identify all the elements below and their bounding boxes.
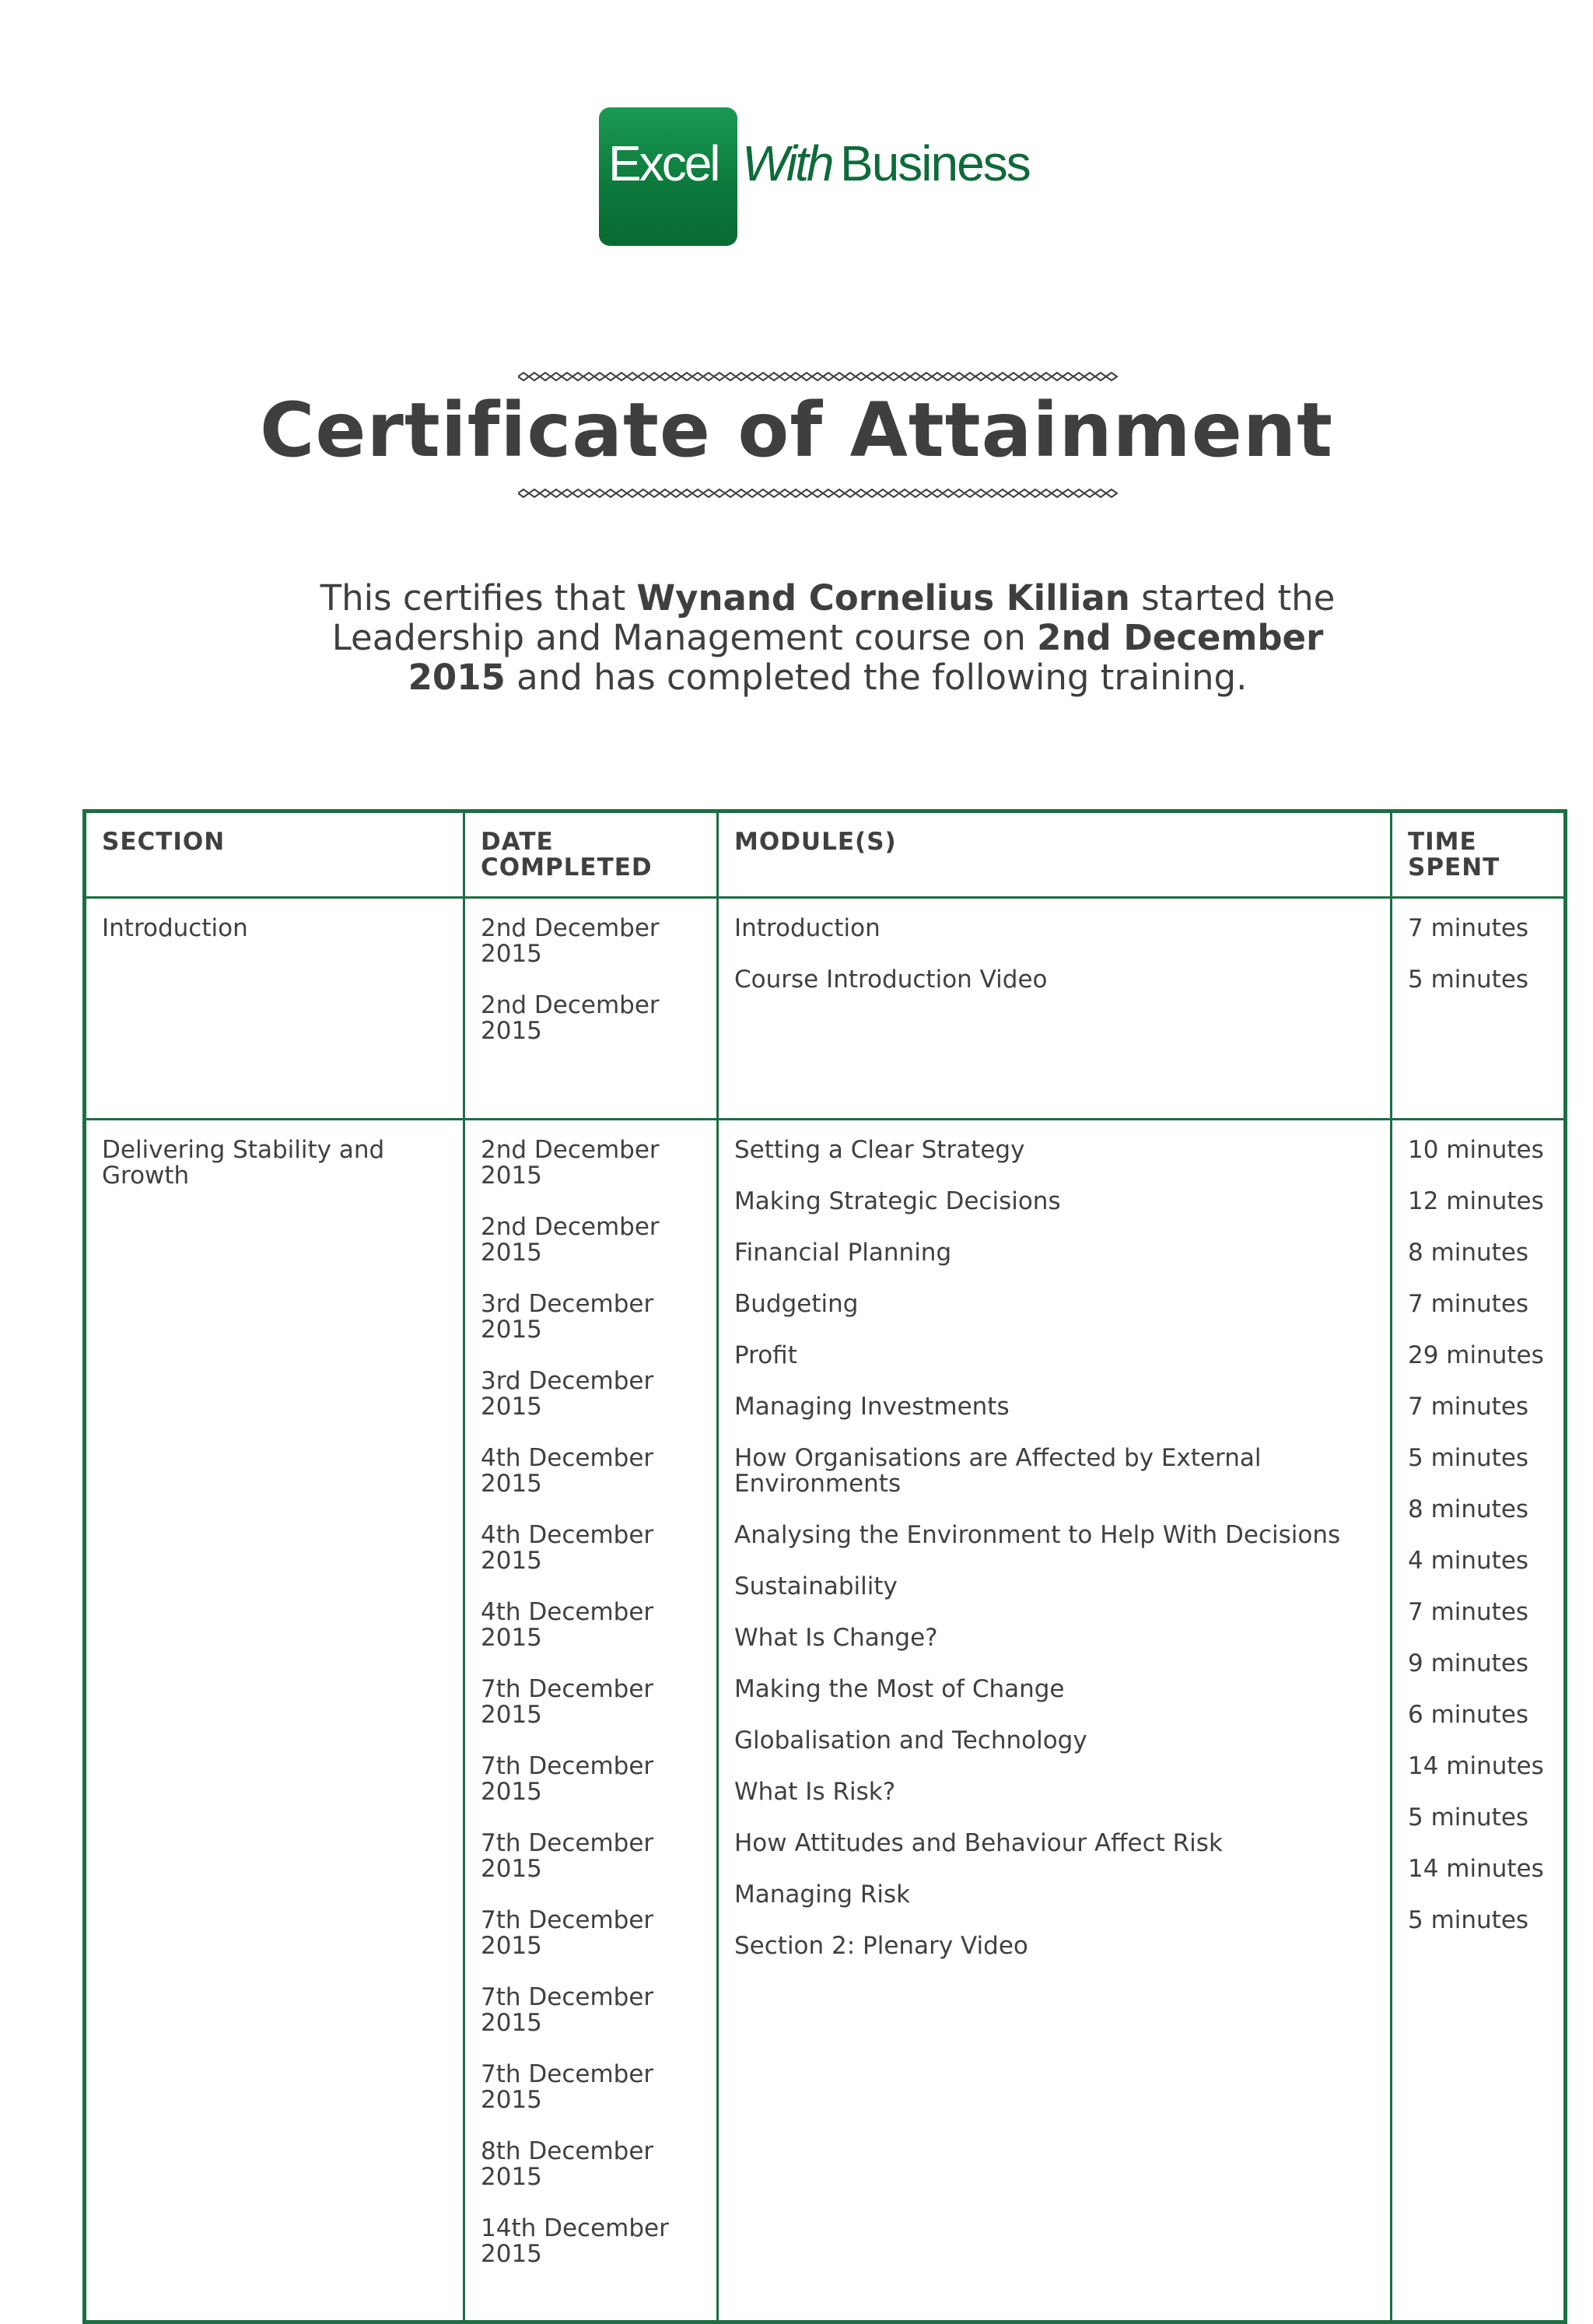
- module-name: Globalisation and Technology: [734, 1726, 1087, 1754]
- date-completed: 7th December 2015: [481, 2060, 654, 2114]
- module-name: Budgeting: [734, 1290, 859, 1318]
- table-header-row: [85, 811, 1566, 898]
- time-spent: 5 minutes: [1408, 966, 1529, 994]
- module-name: Making the Most of Change: [734, 1675, 1065, 1703]
- time-spent: 14 minutes: [1408, 1752, 1544, 1780]
- time-spent: 5 minutes: [1408, 1444, 1529, 1472]
- time-spent: 7 minutes: [1408, 1598, 1529, 1626]
- time-spent: 5 minutes: [1408, 1803, 1529, 1832]
- date-completed: 3rd December 2015: [481, 1290, 654, 1344]
- header-modules: MODULE(S): [718, 811, 1392, 898]
- certificate-title: Certificate of Attainment: [259, 387, 1334, 474]
- time-spent: 8 minutes: [1408, 1495, 1529, 1523]
- time-spent: 14 minutes: [1408, 1855, 1544, 1883]
- time-spent: 12 minutes: [1408, 1187, 1544, 1215]
- module-name: Section 2: Plenary Video: [734, 1932, 1028, 1960]
- time-spent: 5 minutes: [1408, 1906, 1529, 1934]
- module-name: Course Introduction Video: [734, 966, 1048, 994]
- logo-business-text: Business: [840, 135, 1030, 191]
- course-start-date: 2nd December 2015: [408, 617, 1324, 698]
- date-completed: 7th December 2015: [481, 1983, 654, 2037]
- module-name: How Organisations are Affected by External Environments: [734, 1444, 1262, 1498]
- module-name: Making Strategic Decisions: [734, 1187, 1061, 1215]
- logo-with-text: With: [742, 135, 832, 191]
- time-spent: 6 minutes: [1408, 1701, 1529, 1729]
- time-spent: 10 minutes: [1408, 1136, 1544, 1164]
- time-spent: 9 minutes: [1408, 1649, 1529, 1677]
- top-ornament: [518, 369, 1126, 384]
- statement-prefix: This certifies that: [320, 577, 637, 619]
- training-table: [82, 809, 1567, 2324]
- section-cell: [85, 898, 464, 1120]
- module-name: Managing Investments: [734, 1393, 1010, 1421]
- modules-cell: [718, 1120, 1392, 2322]
- statement-suffix: and has completed the following training.: [505, 657, 1248, 698]
- header-section: SECTION: [85, 811, 464, 898]
- time-spent-cell: [1392, 1120, 1566, 2322]
- section-cell: [85, 1120, 464, 2322]
- module-name: What Is Change?: [734, 1624, 938, 1652]
- bottom-ornament: [518, 485, 1126, 501]
- date-completed: 14th December 2015: [481, 2214, 669, 2268]
- date-completed: 7th December 2015: [481, 1752, 654, 1806]
- section-name: Introduction: [102, 914, 248, 942]
- date-completed: 2nd December 2015: [481, 991, 660, 1045]
- modules-cell: [718, 898, 1392, 1120]
- date-completed: 4th December 2015: [481, 1521, 654, 1575]
- date-completed-cell: [464, 898, 718, 1120]
- time-spent: 7 minutes: [1408, 1290, 1529, 1318]
- module-name: What Is Risk?: [734, 1778, 896, 1806]
- module-name: Sustainability: [734, 1572, 898, 1600]
- date-completed: 2nd December 2015: [481, 1136, 660, 1190]
- date-completed: 7th December 2015: [481, 1829, 654, 1883]
- date-completed: 7th December 2015: [481, 1906, 654, 1960]
- module-name: Analysing the Environment to Help With Decisions: [734, 1521, 1341, 1549]
- date-completed: 7th December 2015: [481, 1675, 654, 1729]
- module-name: How Attitudes and Behaviour Affect Risk: [734, 1829, 1223, 1857]
- header-time-spent: TIME SPENT: [1392, 811, 1566, 898]
- table-row: [85, 1120, 1566, 2322]
- module-name: Profit: [734, 1341, 797, 1369]
- date-completed: 3rd December 2015: [481, 1367, 654, 1421]
- time-spent: 7 minutes: [1408, 1393, 1529, 1421]
- date-completed: 8th December 2015: [481, 2137, 654, 2191]
- logo-box: [599, 107, 737, 246]
- logo-excel-text: Excel: [608, 135, 719, 191]
- time-spent: 7 minutes: [1408, 914, 1529, 942]
- module-name: Managing Risk: [734, 1881, 911, 1909]
- date-completed: 4th December 2015: [481, 1444, 654, 1498]
- time-spent: 8 minutes: [1408, 1239, 1529, 1267]
- date-completed: 2nd December 2015: [481, 914, 660, 968]
- date-completed: 4th December 2015: [481, 1598, 654, 1652]
- statement-middle: started the Leadership and Management course on: [331, 577, 1336, 658]
- time-spent: 29 minutes: [1408, 1341, 1544, 1369]
- module-name: Financial Planning: [734, 1239, 952, 1267]
- recipient-name: Wynand Cornelius Killian: [636, 577, 1130, 619]
- excel-with-business-logo: [599, 107, 1030, 246]
- date-completed-cell: [464, 1120, 718, 2322]
- time-spent-cell: [1392, 898, 1566, 1120]
- module-name: Setting a Clear Strategy: [734, 1136, 1025, 1164]
- table-row: [85, 898, 1566, 1120]
- certification-statement: [306, 578, 1349, 697]
- date-completed: 2nd December 2015: [481, 1213, 660, 1267]
- section-name: Delivering Stability and Growth: [102, 1136, 385, 1190]
- time-spent: 4 minutes: [1408, 1547, 1529, 1575]
- module-name: Introduction: [734, 914, 881, 942]
- header-date-completed: DATE COMPLETED: [464, 811, 718, 898]
